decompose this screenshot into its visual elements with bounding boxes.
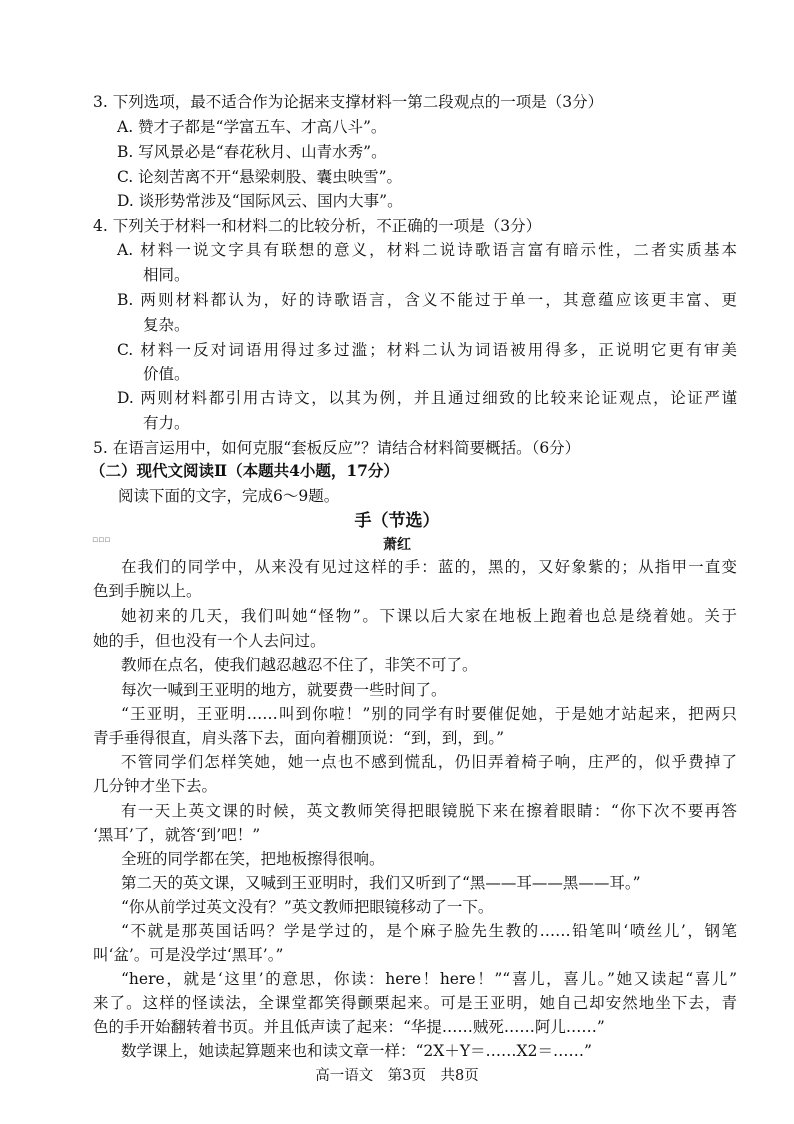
q4-option-a: A. 材料一说文字具有联想的意义，材料二说诗歌语言富有暗示性，二者实质基本 xyxy=(117,241,737,259)
passage-paragraph-cont: 她的手，但也没有一个人去问过。 xyxy=(93,632,326,650)
q5-stem: 5. 在语言运用中，如何克服“套板反应”？请结合材料简要概括。（6分） xyxy=(93,439,581,457)
q3-stem: 3. 下列选项，最不适合作为论据来支撑材料一第二段观点的一项是（3分） xyxy=(93,93,604,111)
section-instruction: 阅读下面的文字，完成6～9题。 xyxy=(118,487,340,505)
passage-paragraph: 第二天的英文课，又喊到王亚明时，我们又听到了“黑——耳——黑——耳。” xyxy=(121,874,641,892)
q3-option-c: C. 论刻苦离不开“悬梁刺股、囊虫映雪”。 xyxy=(117,168,403,186)
passage-paragraph-cont: 叫‘盆’。可是没学过‘黑耳’。” xyxy=(93,946,284,964)
q4-option-b: B. 两则材料都认为，好的诗歌语言，含义不能过于单一，其意蕴应该更丰富、更 xyxy=(117,291,737,309)
passage-paragraph-cont: 色到手腕以上。 xyxy=(93,582,202,600)
passage-paragraph: “here，就是‘这里’的意思，你读：here！here！”“喜儿，喜儿。”她又读起“喜儿” xyxy=(121,970,737,988)
passage-paragraph-cont: ‘黑耳’了，就答‘到’吧！” xyxy=(93,826,261,844)
passage-paragraph: 她初来的几天，我们叫她“怪物”。下课以后大家在地板上跑着也总是绕着她。关于 xyxy=(121,607,737,625)
passage-paragraph-cont: 色的手开始翻转着书页。并且低声读了起来：“华提……贼死……阿儿……” xyxy=(93,1018,605,1036)
passage-paragraph: 每次一喊到王亚明的地方，就要费一些时间了。 xyxy=(121,681,447,699)
passage-title: 手（节选） xyxy=(354,511,440,531)
scan-mark: ▫▫▫ xyxy=(92,535,111,545)
passage-paragraph-cont: 几分钟才坐下去。 xyxy=(93,777,218,795)
q4-option-c: C. 材料一反对词语用得过多过滥；材料二认为词语被用得多，正说明它更有审美 xyxy=(117,341,737,359)
passage-paragraph: “你从前学过英文没有？”英文教师把眼镜移动了一下。 xyxy=(121,898,494,916)
q3-option-a: A. 赞才子都是“学富五车、才高八斗”。 xyxy=(117,118,387,136)
q3-option-b: B. 写风景必是“春花秋月、山青水秀”。 xyxy=(117,143,387,161)
q4-option-a-cont: 相同。 xyxy=(143,266,190,284)
passage-paragraph: 不管同学们怎样笑她，她一点也不感到慌乱，仍旧弄着椅子响，庄严的，似乎费掉了 xyxy=(121,753,737,771)
q4-stem: 4. 下列关于材料一和材料二的比较分析，不正确的一项是（3分） xyxy=(93,217,542,235)
passage-paragraph: 数学课上，她读起算题来也和读文章一样：“2X＋Y＝……X2＝……” xyxy=(121,1042,592,1060)
passage-paragraph: 在我们的同学中，从来没有见过这样的手：蓝的，黑的，又好象紫的；从指甲一直变 xyxy=(121,558,737,576)
q3-option-d: D. 谈形势常涉及“国际风云、国内大事”。 xyxy=(117,192,403,210)
passage-paragraph: 教师在点名，使我们越忍越忍不住了，非笑不可了。 xyxy=(121,656,478,674)
passage-paragraph-cont: 青手垂得很直，肩头落下去，面向着棚顶说：“到，到，到。” xyxy=(93,729,505,747)
q4-option-c-cont: 价值。 xyxy=(143,365,190,383)
passage-paragraph: 有一天上英文课的时候，英文教师笑得把眼镜脱下来在擦着眼睛：“你下次不要再答 xyxy=(121,802,737,820)
q4-option-d: D. 两则材料都引用古诗文，以其为例，并且通过细致的比较来论证观点，论证严谨 xyxy=(117,389,737,407)
section-heading: （二）现代文阅读Ⅱ（本题共4小题，17分） xyxy=(90,461,399,480)
passage-paragraph-cont: 来了。这样的怪读法，全课堂都笑得颤栗起来。可是王亚明，她自己却安然地坐下去，青 xyxy=(93,994,737,1012)
passage-author: 萧红 xyxy=(383,537,411,553)
passage-paragraph: “不就是那英国话吗？学是学过的，是个麻子脸先生教的……铅笔叫‘喷丝儿’，钢笔 xyxy=(121,922,737,940)
q4-option-d-cont: 有力。 xyxy=(143,414,190,432)
q4-option-b-cont: 复杂。 xyxy=(143,316,190,334)
page-footer: 高一语文 第3页 共8页 xyxy=(315,1068,479,1084)
passage-paragraph: 全班的同学都在笑，把地板擦得很响。 xyxy=(121,850,385,868)
passage-paragraph: “王亚明，王亚明……叫到你啦！”别的同学有时要催促她，于是她才站起来，把两只 xyxy=(121,705,737,723)
